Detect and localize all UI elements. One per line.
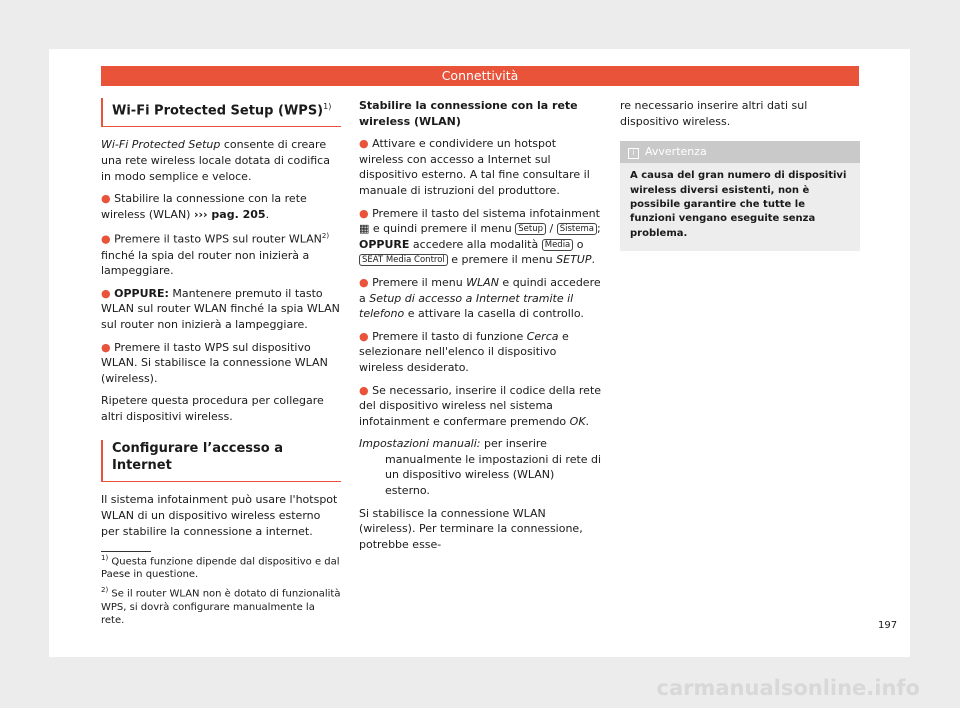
- list-item: ● Se necessario, inserire il codice della rete del dispositivo wireless nel sistema infotainment e confermare premendo OK.: [359, 383, 602, 428]
- warning-header: i Avvertenza: [620, 141, 860, 163]
- watermark: carmanualsonline.info: [656, 676, 920, 700]
- section-header: Connettività: [101, 66, 859, 86]
- list-item: ● OPPURE: Mantenere premuto il tasto WLAN sul router WLAN finché la spia WLAN sul router non inizierà a lampeggiare.: [101, 286, 340, 331]
- subheading-wlan: Stabilire la connessione con la rete wireless (WLAN): [359, 99, 578, 128]
- list-item: ● Attivare e condividere un hotspot wireless con accesso a Internet sul dispositivo esterno. A tal fine consultare il manuale di istruzioni del produttore.: [359, 137, 590, 197]
- list-item: ● Premere il menu WLAN e quindi accedere a Setup di accesso a Internet tramite il telefono e attivare la casella di controllo.: [359, 275, 601, 321]
- warning-text: A causa del gran numero di dispositivi wireless diversi esistenti, non è possibile garantire che tutte le funzioni vengano eseguite senza problema.: [620, 163, 860, 251]
- setup-key[interactable]: Setup: [515, 223, 546, 235]
- seat-media-control-key[interactable]: SEAT Media Control: [359, 254, 448, 266]
- column-2: [359, 98, 602, 559]
- column-3: [620, 98, 860, 251]
- paragraph: re necessario inserire altri dati sul dispositivo wireless.: [620, 99, 808, 128]
- info-icon: i: [628, 148, 639, 159]
- footnotes: [101, 552, 341, 630]
- heading-wps: Wi-Fi Protected Setup (WPS)$^{1)}$: [101, 98, 341, 127]
- column-1: [101, 98, 341, 546]
- page-number: 197: [878, 620, 898, 631]
- definition: Impostazioni manuali: per inserire manualmente le impostazioni di rete di un dispositivo wireless (WLAN) esterno.: [359, 437, 602, 498]
- heading-internet-access: Configurare l’accesso a Internet: [101, 440, 341, 482]
- sistema-key[interactable]: Sistema: [557, 223, 597, 235]
- paragraph: Il sistema infotainment può usare l'hotspot WLAN di un dispositivo wireless esterno per stabilire la connessione a internet.: [101, 493, 338, 538]
- list-item: ● Premere il tasto del sistema infotainment ▦ e quindi premere il menu Setup / Sistema ; OPPURE accedere alla modalità Media o SEAT Media Control e premere il menu SETUP.: [359, 206, 601, 267]
- menu-key-icon: ▦: [359, 222, 370, 236]
- paragraph: Ripetere questa procedura per collegare altri dispositivi wireless.: [101, 394, 324, 423]
- list-item: ● Premere il tasto di funzione Cerca e selezionare nell'elenco il dispositivo wireless desiderato.: [359, 329, 569, 374]
- footnote: $^{1)}$ Questa funzione dipende dal dispositivo e dal Paese in questione.: [101, 554, 340, 581]
- list-item: ● Premere il tasto WPS sul dispositivo WLAN. Si stabilisce la connessione WLAN (wireless).: [101, 340, 328, 385]
- list-item: ● Premere il tasto WPS sul router WLAN$^{2)}$ finché la spia del router non inizierà a lampeggiare.: [101, 232, 330, 278]
- intro-paragraph: Wi-Fi Protected Setup consente di creare una rete wireless locale dotata di codifica in modo semplice e veloce.: [101, 138, 330, 183]
- page-reference[interactable]: ››› pag. 205: [193, 207, 266, 221]
- paragraph: Si stabilisce la connessione WLAN (wireless). Per terminare la connessione, potrebbe esse-: [359, 506, 583, 551]
- media-key[interactable]: Media: [542, 239, 574, 251]
- warning-box: [620, 141, 860, 251]
- footnote: $^{2)}$ Se il router WLAN non è dotato di funzionalità WPS, si dovrà configurare manualmente la rete.: [101, 586, 341, 626]
- list-item: ● Stabilire la connessione con la rete wireless (WLAN) ››› pag. 205.: [101, 192, 307, 221]
